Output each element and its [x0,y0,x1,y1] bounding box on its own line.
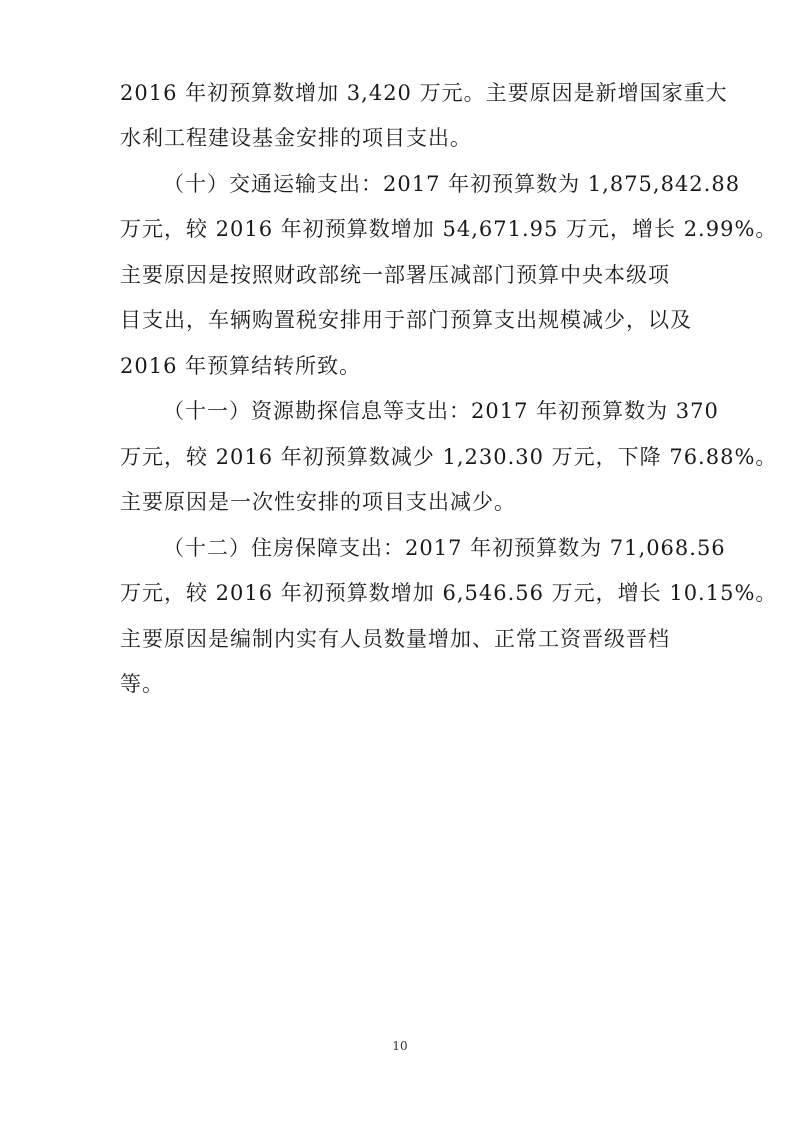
text-line: 2016 年初预算数增加 3,420 万元。主要原因是新增国家重大 [120,81,728,105]
text-line: 水利工程建设基金安排的项目支出。 [120,126,472,150]
section-heading-resources: （十一）资源勘探信息等支出：2017 年初预算数为 370 [163,399,719,423]
text-line: 2016 年预算结转所致。 [120,354,362,378]
text-line: 主要原因是编制内实有人员数量增加、正常工资晋级晋档 [120,627,670,651]
text-line: 万元，较 2016 年初预算数减少 1,230.30 万元，下降 76.88%。 [120,445,778,469]
text-line: 万元，较 2016 年初预算数增加 54,671.95 万元，增长 2.99%。 [120,217,778,241]
page-number: 10 [392,1039,408,1053]
section-heading-transport: （十）交通运输支出：2017 年初预算数为 1,875,842.88 [163,172,741,196]
section-heading-housing: （十二）住房保障支出：2017 年初预算数为 71,068.56 [163,536,726,560]
text-line: 等。 [120,672,164,696]
text-line: 万元，较 2016 年初预算数增加 6,546.56 万元，增长 10.15%。 [120,581,778,605]
text-line: 目支出，车辆购置税安排用于部门预算支出规模减少，以及 [120,308,692,332]
text-line: 主要原因是按照财政部统一部署压减部门预算中央本级项 [120,263,670,287]
text-line: 主要原因是一次性安排的项目支出减少。 [120,490,516,514]
